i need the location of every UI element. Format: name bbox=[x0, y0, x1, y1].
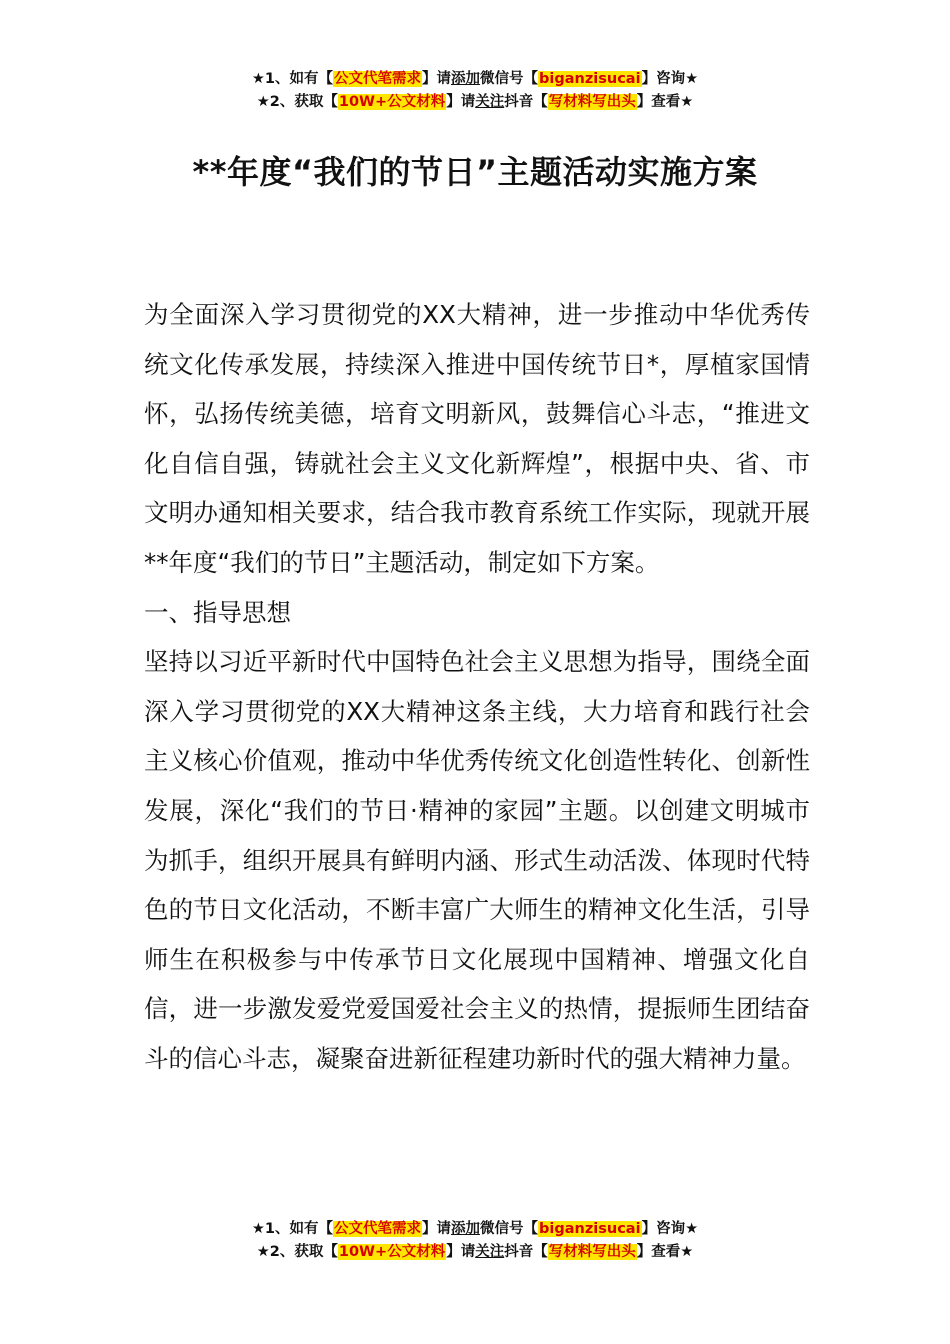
banner-highlight: biganzisucai bbox=[539, 1221, 641, 1237]
header-banner bbox=[0, 68, 950, 114]
banner-highlight: 公文代笔需求 bbox=[334, 71, 422, 87]
banner-highlight: 写材料写出头 bbox=[548, 1244, 636, 1260]
banner-line-1: ★1、如有【公文代笔需求】请添加微信号【biganzisucai】咨询★ bbox=[251, 71, 699, 87]
banner-highlight: 写材料写出头 bbox=[548, 94, 636, 110]
banner-highlight: 10W+公文材料 bbox=[338, 1244, 446, 1260]
banner-line-2: ★2、获取【10W+公文材料】请关注抖音【写材料写出头】查看★ bbox=[256, 94, 694, 110]
banner-highlight: 公文代笔需求 bbox=[334, 1221, 422, 1237]
banner-highlight: biganzisucai bbox=[539, 71, 641, 87]
footer-banner bbox=[0, 1218, 950, 1264]
paragraph-guiding-thought: 坚持以习近平新时代中国特色社会主义思想为指导，围绕全面深入学习贯彻党的XX大精神这条主线，大力培育和践行社会主义核心价值观，推动中华优秀传统文化创造性转化、创新性发展，深化“我们的节日·精神的家园”主题。以创建文明城市为抓手，组织开展具有鲜明内涵、形式生动活泼、体现时代特色的节日文化活动，不断丰富广大师生的精神文化生活，引导师生在积极参与中传承节日文化展现中国精神、增强文化自信，进一步激发爱党爱国爱社会主义的热情，提振师生团结奋斗的信心斗志，凝聚奋进新征程建功新时代的强大精神力量。 bbox=[144, 647, 810, 1073]
document-body bbox=[144, 290, 810, 1084]
document-title: **年度“我们的节日”主题活动实施方案 bbox=[192, 153, 758, 191]
banner-highlight: 10W+公文材料 bbox=[338, 94, 446, 110]
paragraph-intro: 为全面深入学习贯彻党的XX大精神，进一步推动中华优秀传统文化传承发展，持续深入推进中国传统节日*，厚植家国情怀，弘扬传统美德，培育文明新风，鼓舞信心斗志，“推进文化自信自强，铸就社会主义文化新辉煌”，根据中央、省、市文明办通知相关要求，结合我市教育系统工作实际，现就开展**年度“我们的节日”主题活动，制定如下方案。 bbox=[144, 300, 810, 577]
banner-line-1: ★1、如有【公文代笔需求】请添加微信号【biganzisucai】咨询★ bbox=[251, 1221, 699, 1237]
banner-line-2: ★2、获取【10W+公文材料】请关注抖音【写材料写出头】查看★ bbox=[256, 1244, 694, 1260]
section-heading: 一、指导思想 bbox=[144, 597, 291, 627]
